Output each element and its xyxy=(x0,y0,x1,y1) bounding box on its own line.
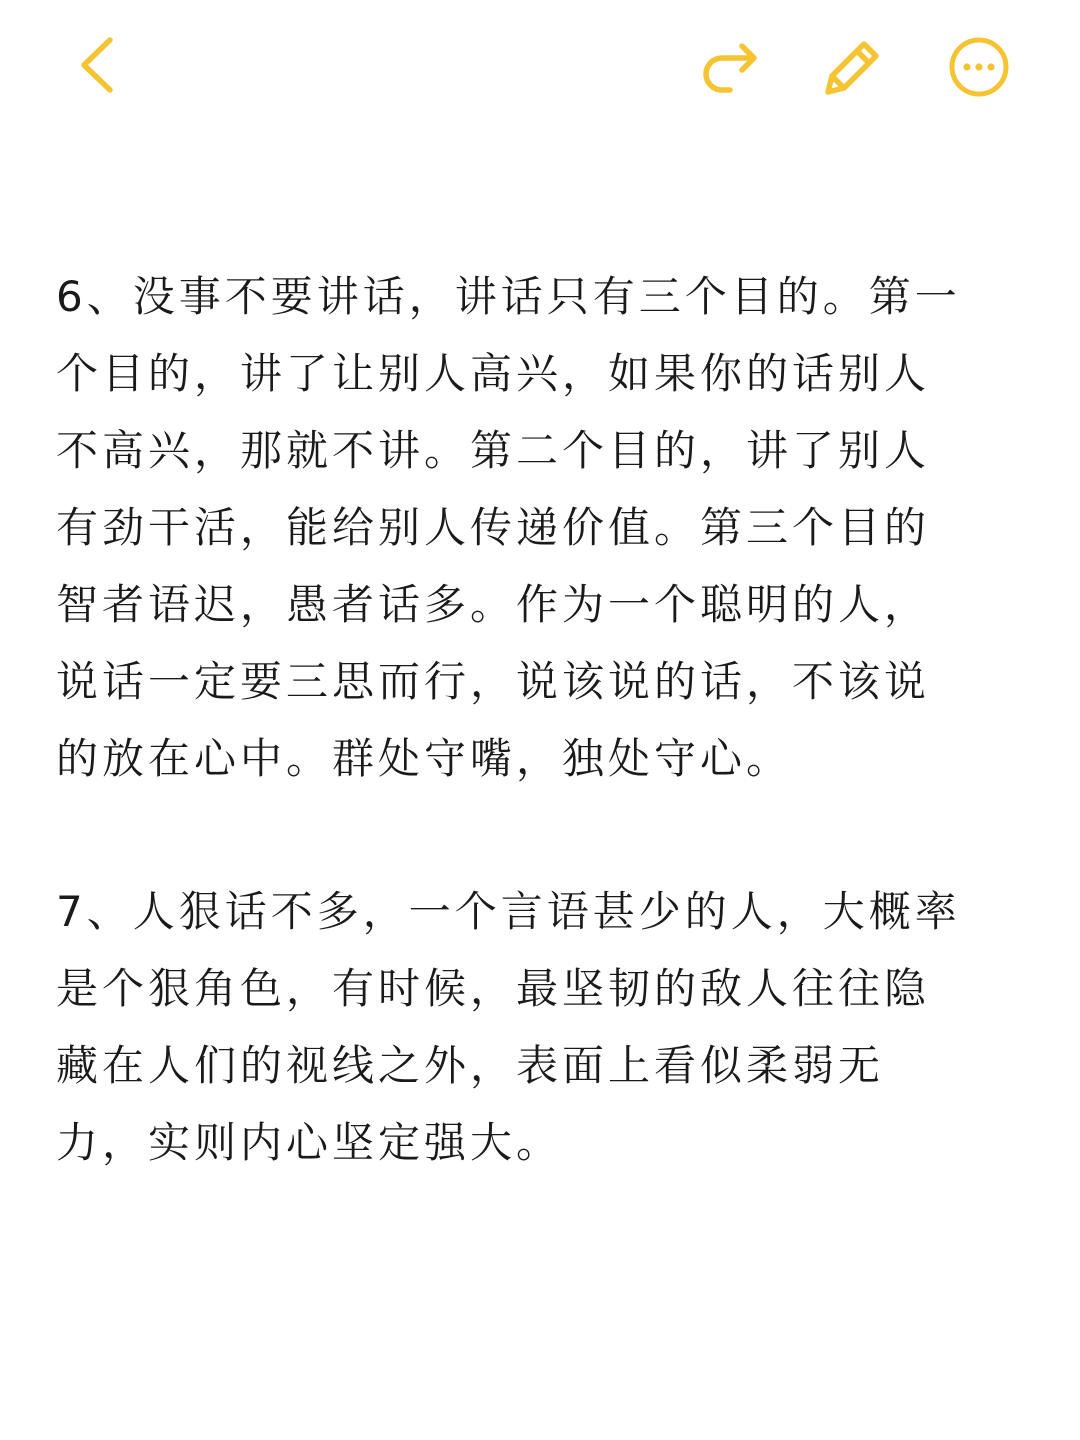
text-line: 说话一定要三思而行，说该说的话，不该说 xyxy=(56,657,931,706)
text-line: 个目的，讲了让别人高兴，如果你的话别人 xyxy=(56,349,931,398)
edit-button[interactable] xyxy=(820,34,886,100)
more-button[interactable] xyxy=(946,34,1012,100)
text-line: 不高兴，那就不讲。第二个目的，讲了别人 xyxy=(56,426,931,475)
note-toolbar xyxy=(0,0,1080,140)
text-line: 的放在心中。群处守嘴，独处守心。 xyxy=(56,734,793,783)
text-line: 6、没事不要讲话，讲话只有三个目的。第一 xyxy=(56,272,961,321)
share-forward-icon xyxy=(700,34,764,98)
text-line: 智者语迟，愚者话多。作为一个聪明的人， xyxy=(56,580,931,629)
chevron-left-icon xyxy=(66,30,130,100)
share-button[interactable] xyxy=(700,34,764,98)
paragraph-spacer xyxy=(56,797,1036,873)
text-line: 藏在人们的视线之外，表面上看似柔弱无 xyxy=(56,1041,885,1090)
text-line: 7、人狠话不多，一个言语甚少的人，大概率 xyxy=(56,887,961,936)
text-line: 有劲干活，能给别人传递价值。第三个目的 xyxy=(56,503,931,552)
back-button[interactable] xyxy=(66,30,130,100)
note-paragraph-7 xyxy=(56,873,1036,1181)
text-line: 力，实则内心坚定强大。 xyxy=(56,1118,563,1167)
note-paragraph-6 xyxy=(56,258,1036,797)
pencil-icon xyxy=(820,34,886,100)
more-dots-icon xyxy=(946,34,1012,100)
note-body[interactable] xyxy=(56,258,1036,1181)
text-line: 是个狠角色，有时候，最坚韧的敌人往往隐 xyxy=(56,964,931,1013)
